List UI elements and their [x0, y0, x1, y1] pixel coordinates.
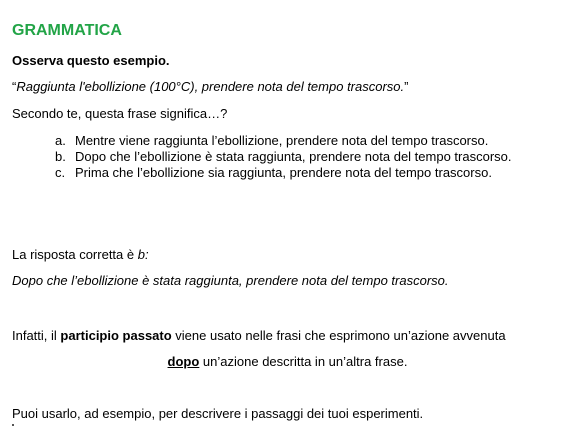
explanation-part2: viene usato nelle frasi che esprimono un’azione avvenuta [171, 328, 506, 343]
option-text: Prima che l’ebollizione sia raggiunta, prendere nota del tempo trascorso. [75, 165, 492, 180]
example-sentence-text: Raggiunta l'ebollizione (100°C), prendere nota del tempo trascorso. [16, 79, 405, 94]
option-b [55, 149, 512, 164]
close-quote: ” [404, 79, 409, 94]
option-marker: b. [55, 149, 66, 164]
explanation-line-2 [0, 354, 575, 369]
answer-line [12, 247, 149, 262]
closing-text: Puoi usarlo, ad esempio, per descrivere i passaggi dei tuoi esperimenti. [12, 406, 424, 421]
participio-passato-term: participio passato [60, 328, 172, 343]
explanation-part1: Infatti, il [12, 328, 61, 343]
question-text: Secondo te, questa frase significa…? [12, 106, 228, 121]
answer-letter: b: [137, 247, 149, 262]
stray-mark [12, 424, 14, 426]
open-quote: “ [12, 79, 17, 94]
option-marker: a. [55, 133, 66, 148]
option-c [55, 165, 492, 180]
answer-intro: La risposta corretta è [12, 247, 138, 262]
section-title: GRAMMATICA [12, 22, 122, 39]
dopo-term: dopo [167, 354, 200, 369]
explanation-lead-space [168, 354, 200, 369]
explanation-line-1 [12, 328, 506, 343]
example-heading: Osserva questo esempio. [12, 53, 170, 68]
option-text: Dopo che l’ebollizione è stata raggiunta, prendere nota del tempo trascorso. [75, 149, 512, 164]
explanation-rest: un’azione descritta in un’altra frase. [199, 354, 408, 369]
option-marker: c. [55, 165, 66, 180]
option-a [55, 133, 488, 148]
answer-sentence: Dopo che l’ebollizione è stata raggiunta, prendere nota del tempo trascorso. [12, 273, 449, 288]
option-text: Mentre viene raggiunta l’ebollizione, prendere nota del tempo trascorso. [75, 133, 489, 148]
example-sentence [12, 79, 408, 94]
